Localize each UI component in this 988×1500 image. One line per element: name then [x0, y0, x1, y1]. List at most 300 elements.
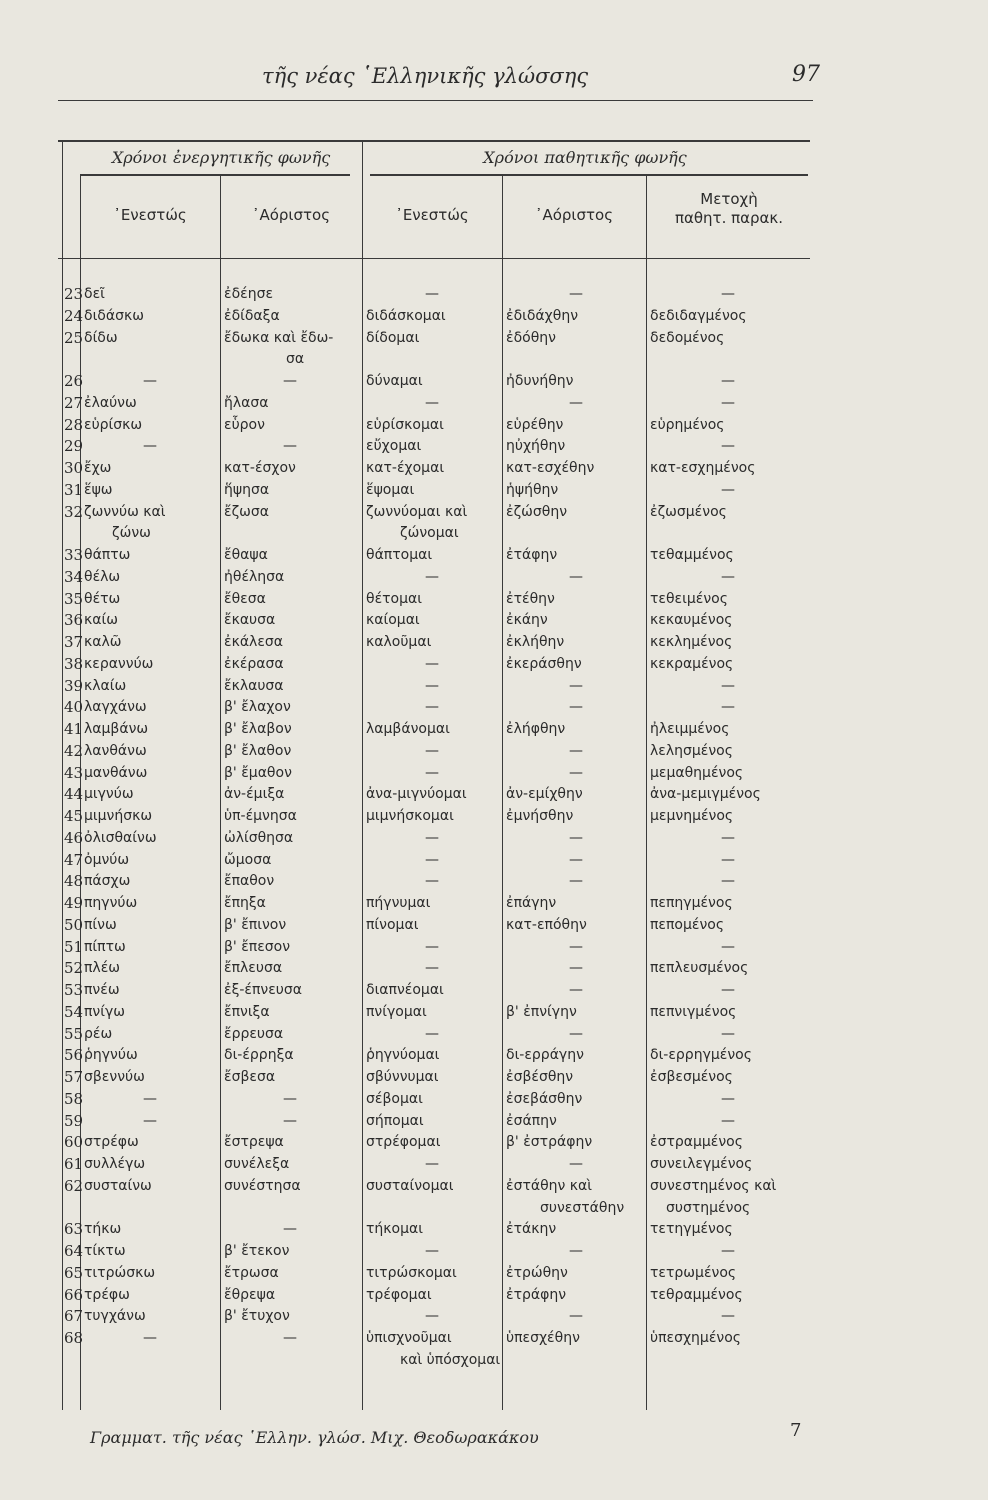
table-cell-pa: δι-ερράγην [506, 1047, 584, 1064]
table-cell-aa: — [283, 373, 297, 389]
column-line-active-aorist [220, 176, 221, 1410]
table-cell-aa: — [283, 438, 297, 455]
table-cell-pp: — [425, 938, 439, 955]
table-cell-pa: — [569, 677, 583, 694]
table-cell-aa: β' ἔτυχον [224, 1308, 290, 1325]
table-cell-pt: κατ-εσχημένος [650, 460, 756, 476]
table-cell-aa: κατ-έσχον [224, 460, 296, 476]
page-number: 97 [792, 62, 820, 87]
table-cell-ap: ἐλαύνω [84, 394, 137, 411]
table-cell-pt: — [721, 568, 735, 585]
table-cell-pt: τεθαμμένος [650, 547, 734, 563]
table-cell-ap: τρέφω [84, 1286, 130, 1303]
row-number: 57 [64, 1068, 84, 1086]
table-cell-ap: λαμβάνω [84, 721, 149, 737]
passive-voice-heading: Χρόνοι παθητικῆς φωνῆς [483, 148, 687, 167]
row-number: 31 [64, 480, 84, 499]
table-cell-ap: στρέφω [84, 1134, 139, 1151]
table-cell-pt: — [721, 286, 735, 302]
row-number: 32 [64, 502, 84, 521]
table-cell-aa: ἐξ-έπνευσα [224, 982, 303, 998]
table-cell-ap: σβεννύω [84, 1069, 145, 1085]
row-number: 47 [64, 850, 84, 869]
table-cell-ap: πνίγω [84, 1003, 125, 1020]
row-number: 67 [64, 1307, 84, 1326]
table-cell-pt: λελησμένος [650, 742, 733, 759]
table-cell-ap: ῥηγνύω [84, 1047, 138, 1064]
table-cell-ap: τίκτω [84, 1243, 126, 1259]
table-cell-pp: — [425, 677, 439, 694]
table-cell-aa: ἔθεσα [224, 590, 266, 607]
table-cell-ap: καίω [84, 612, 118, 629]
row-number: 45 [64, 807, 84, 825]
table-cell-pt: — [721, 851, 735, 868]
table-cell-pp: καίομαι [366, 612, 420, 629]
table-cell-pa: — [569, 699, 583, 716]
table-cell-ap: θέλω [84, 568, 121, 585]
table-cell-pt: — [721, 982, 735, 998]
table-cell-pa: — [569, 851, 583, 868]
table-cell-pp: δίδομαι [366, 329, 420, 346]
row-number: 49 [64, 894, 84, 912]
table-cell-pp: — [425, 1156, 439, 1172]
row-number: 26 [64, 372, 84, 390]
table-cell-pp: καλοῦμαι [366, 634, 432, 650]
row-number: 41 [64, 720, 84, 738]
table-cell-aa: β' ἔλαβον [224, 721, 292, 737]
table-cell-pa: ηὐχήθην [506, 438, 566, 455]
table-cell-pa: — [569, 1308, 583, 1325]
table-cell-pa: — [569, 938, 583, 955]
table-cell-pa: κατ-εσχέθην [506, 460, 595, 476]
table-cell-aa: συνέλεξα [224, 1156, 290, 1172]
table-cell-aa: δι-έρρηξα [224, 1047, 294, 1064]
table-cell-ap: πλέω [84, 960, 121, 977]
table-cell-pp: συσταίνομαι [366, 1177, 454, 1194]
table-cell-pp: διαπνέομαι [366, 982, 444, 998]
table-cell-pp: — [425, 1025, 439, 1042]
table-cell-pt: — [721, 1025, 735, 1042]
running-header: τῆς νέας ῾Ελληνικῆς γλώσσης [262, 64, 589, 88]
table-cell-pa: ἐκεράσθην [506, 655, 582, 672]
table-cell-pt: — [721, 1112, 735, 1129]
table-cell-ap: πίνω [84, 916, 117, 933]
table-cell-pa: — [569, 1243, 583, 1259]
table-cell-ap: μιγνύω [84, 786, 134, 803]
row-number: 44 [64, 785, 84, 804]
table-cell-pt: συνειλεγμένος [650, 1156, 753, 1172]
row-number: 33 [64, 546, 84, 564]
table-cell-pa: ἐσάπην [506, 1112, 557, 1129]
table-cell-pp: πνίγομαι [366, 1003, 427, 1020]
table-cell-pt: τεθραμμένος [650, 1286, 743, 1303]
table-cell-pa: ἐκλήθην [506, 634, 565, 650]
table-cell-pp: σήπομαι [366, 1112, 424, 1129]
active-present-header: ᾿Ενεστώς [113, 206, 187, 224]
table-cell-ap: λαγχάνω [84, 699, 147, 716]
table-cell-pt: κεκαυμένος [650, 612, 733, 629]
table-cell-ap: μανθάνω [84, 764, 148, 781]
row-number: 60 [64, 1133, 84, 1152]
table-cell-aa: ἔσβεσα [224, 1069, 276, 1085]
row-number: 28 [64, 415, 84, 434]
table-cell-ap: πνέω [84, 982, 120, 998]
table-cell-pt: — [721, 677, 735, 694]
table-cell-pa: — [569, 1156, 583, 1172]
table-cell-pa: ἡψήθην [506, 481, 559, 498]
row-number: 50 [64, 915, 84, 934]
table-cell-pa: ἐτέθην [506, 590, 555, 607]
table-cell-pa: ἐτράφην [506, 1286, 567, 1303]
table-cell-ap: κλαίω [84, 677, 127, 694]
table-cell-pp: — [425, 851, 439, 868]
table-cell-pt: τεθειμένος [650, 590, 728, 607]
table-cell-continuation: καὶ ὑπόσχομαι [400, 1351, 501, 1368]
table-cell-pt: κεκλημένος [650, 634, 733, 650]
table-cell-pp: — [425, 699, 439, 716]
table-cell-aa: ἔζωσα [224, 503, 270, 520]
table-cell-ap: — [143, 1330, 157, 1346]
table-cell-pt: ἀνα-μεμιγμένος [650, 786, 761, 803]
table-cell-pt: εὑρημένος [650, 416, 725, 433]
table-cell-pa: ἐδόθην [506, 329, 556, 346]
table-cell-pp: ζωννύομαι καὶ [366, 503, 468, 520]
table-cell-pt: — [721, 699, 735, 716]
table-cell-pp: τήκομαι [366, 1221, 423, 1238]
table-cell-pt: — [721, 438, 735, 455]
table-cell-ap: πηγνύω [84, 895, 138, 911]
table-cell-pa: — [569, 286, 583, 302]
table-cell-aa: ἔθρεψα [224, 1286, 276, 1303]
table-cell-ap: ζωννύω καὶ [84, 503, 166, 520]
table-cell-pp: — [425, 1308, 439, 1325]
table-cell-pp: στρέφομαι [366, 1134, 441, 1151]
table-cell-pp: πίνομαι [366, 916, 419, 933]
table-cell-ap: συσταίνω [84, 1177, 152, 1194]
table-cell-aa: ἔπνιξα [224, 1003, 270, 1020]
table-cell-pt: πεπομένος [650, 916, 725, 933]
table-cell-continuation: ζώνω [112, 525, 151, 542]
table-cell-pp: ὑπισχνοῦμαι [366, 1330, 452, 1346]
table-cell-pt: τετηγμένος [650, 1221, 733, 1238]
table-cell-continuation: ζώνομαι [400, 525, 459, 542]
table-cell-ap: ὀλισθαίνω [84, 829, 157, 846]
table-cell-pt: — [721, 1090, 735, 1107]
table-cell-pa: ἐσβέσθην [506, 1069, 574, 1085]
table-cell-pp: σέβομαι [366, 1090, 423, 1107]
column-line-participle [646, 176, 647, 1410]
table-cell-pp: κατ-έχομαι [366, 460, 445, 476]
table-cell-pp: μιμνήσκομαι [366, 808, 454, 824]
row-number: 42 [64, 741, 84, 760]
table-cell-aa: — [283, 1090, 297, 1107]
table-cell-aa: ἠθέλησα [224, 568, 285, 585]
table-cell-pt: — [721, 373, 735, 389]
table-cell-pt: — [721, 1308, 735, 1325]
table-cell-aa: ἔκαυσα [224, 612, 276, 629]
table-cell-pt: ὑπεσχημένος [650, 1330, 742, 1346]
table-cell-ap: ἕψω [84, 481, 113, 498]
table-cell-aa: — [283, 1330, 297, 1346]
table-cell-aa: — [283, 1221, 297, 1238]
table-cell-aa: β' ἔπινον [224, 916, 287, 933]
table-cell-pp: — [425, 960, 439, 977]
table-cell-pt: μεμνημένος [650, 808, 734, 824]
table-cell-pa: — [569, 1025, 583, 1042]
row-number: 48 [64, 872, 84, 891]
row-number: 23 [64, 285, 84, 303]
table-cell-ap: λανθάνω [84, 742, 147, 759]
passive-present-header: ᾿Ενεστώς [395, 206, 469, 224]
table-cell-aa: ἐδέησε [224, 286, 274, 302]
table-cell-pt: τετρωμένος [650, 1264, 737, 1281]
row-number: 29 [64, 437, 84, 456]
table-cell-ap: κεραννύω [84, 655, 154, 672]
table-cell-aa: ἐδίδαξα [224, 307, 280, 324]
table-cell-pp: πήγνυμαι [366, 895, 431, 911]
row-number: 52 [64, 959, 84, 978]
table-cell-pt: δεδιδαγμένος [650, 307, 747, 324]
row-number: 34 [64, 567, 84, 586]
table-cell-pp: — [425, 873, 439, 890]
table-cell-pp: σβύννυμαι [366, 1069, 439, 1085]
table-cell-ap: — [143, 1112, 157, 1129]
passive-aorist-header: ᾿Αόριστος [534, 206, 614, 224]
row-number: 43 [64, 763, 84, 782]
table-cell-pa: ἐδιδάχθην [506, 307, 579, 324]
table-cell-ap: τιτρώσκω [84, 1264, 156, 1281]
table-cell-pp: — [425, 286, 439, 302]
row-number: 54 [64, 1002, 84, 1021]
table-cell-ap: ρέω [84, 1025, 113, 1042]
table-cell-pa: εὑρέθην [506, 416, 564, 433]
table-cell-aa: β' ἔλαθον [224, 742, 292, 759]
table-cell-ap: δεῖ [84, 286, 105, 302]
row-number: 46 [64, 828, 84, 847]
table-cell-pa: — [569, 873, 583, 890]
table-cell-aa: ἐκέρασα [224, 655, 284, 672]
table-left-border [62, 140, 63, 1410]
table-cell-pa: ὑπεσχέθην [506, 1330, 580, 1346]
table-cell-pa: β' ἐπνίγην [506, 1003, 577, 1020]
table-cell-ap: καλῶ [84, 634, 122, 650]
table-cell-ap: συλλέγω [84, 1156, 146, 1172]
table-cell-ap: — [143, 1090, 157, 1107]
table-cell-ap: εὑρίσκω [84, 416, 143, 433]
table-cell-continuation: συνεστάθην [540, 1199, 625, 1216]
table-cell-pt: — [721, 873, 735, 890]
table-cell-aa: ἔπαθον [224, 873, 275, 890]
table-cell-pp: — [425, 742, 439, 759]
table-cell-pp: δύναμαι [366, 373, 423, 389]
row-number: 56 [64, 1046, 84, 1065]
row-number: 27 [64, 393, 84, 412]
table-cell-pt: — [721, 938, 735, 955]
table-cell-pa: ἐσεβάσθην [506, 1090, 583, 1107]
table-cell-ap: μιμνήσκω [84, 808, 153, 824]
table-cell-aa: β' ἔλαχον [224, 699, 291, 716]
table-cell-aa: ἔδωκα καὶ ἔδω- [224, 329, 334, 346]
table-cell-pa: — [569, 829, 583, 846]
table-cell-pp: θέτομαι [366, 590, 422, 607]
table-cell-pt: κεκραμένος [650, 655, 734, 672]
table-cell-ap: πίπτω [84, 938, 126, 955]
row-number: 35 [64, 589, 84, 608]
table-cell-pp: εὑρίσκομαι [366, 416, 444, 433]
row-number: 66 [64, 1285, 84, 1304]
table-cell-aa: ἤλασα [224, 394, 269, 411]
table-cell-pp: θάπτομαι [366, 547, 433, 563]
table-cell-aa: ἀν-έμιξα [224, 786, 285, 803]
table-cell-pt: πεπνιγμένος [650, 1003, 737, 1020]
table-cell-pt: συνεστημένος καὶ [650, 1177, 777, 1194]
table-cell-ap: ὀμνύω [84, 851, 130, 868]
table-cell-pa: β' ἐστράφην [506, 1134, 593, 1151]
table-cell-ap: διδάσκω [84, 307, 144, 324]
table-cell-pa: — [569, 568, 583, 585]
row-number: 53 [64, 981, 84, 999]
table-cell-pt: — [721, 481, 735, 498]
table-cell-ap: πάσχω [84, 873, 131, 890]
table-cell-pa: — [569, 960, 583, 977]
row-number: 36 [64, 611, 84, 630]
row-number: 65 [64, 1263, 84, 1282]
row-number: 51 [64, 937, 84, 956]
participle-header-line1: Μετοχὴ [700, 190, 758, 208]
row-number: 62 [64, 1176, 84, 1195]
row-number: 40 [64, 698, 84, 717]
table-cell-pt: — [721, 394, 735, 411]
active-aorist-header: ᾿Αόριστος [251, 206, 331, 224]
table-cell-aa: ἥψησα [224, 481, 270, 498]
table-cell-pa: ἐπάγην [506, 895, 557, 911]
header-bottom-rule [58, 258, 810, 259]
table-cell-pt: ἐσβεσμένος [650, 1069, 733, 1085]
table-cell-pt: δεδομένος [650, 329, 725, 346]
row-number: 30 [64, 459, 84, 477]
row-number: 55 [64, 1024, 84, 1043]
table-cell-aa: β' ἔμαθον [224, 764, 292, 781]
table-cell-aa: ἔκλαυσα [224, 677, 284, 694]
table-cell-ap: τήκω [84, 1221, 122, 1238]
table-cell-ap: ἔχω [84, 460, 112, 476]
table-cell-pa: — [569, 764, 583, 781]
table-cell-pp: — [425, 764, 439, 781]
table-cell-pt: δι-ερρηγμένος [650, 1047, 752, 1064]
table-cell-pa: ἐζώσθην [506, 503, 568, 520]
group-underline-active [80, 174, 350, 176]
table-cell-pa: — [569, 982, 583, 998]
table-cell-aa: — [283, 1112, 297, 1129]
table-cell-pt: — [721, 829, 735, 846]
table-cell-pa: κατ-επόθην [506, 916, 587, 933]
table-cell-pa: ἀν-εμίχθην [506, 786, 583, 803]
table-cell-pp: — [425, 655, 439, 672]
table-cell-ap: θάπτω [84, 547, 131, 563]
table-cell-pa: ἐστάθην καὶ [506, 1177, 593, 1194]
header-rule [58, 100, 813, 101]
table-top-rule [58, 140, 810, 142]
column-line-passive-aorist [502, 176, 503, 1410]
table-cell-pp: — [425, 568, 439, 585]
row-number: 24 [64, 306, 84, 325]
table-cell-pp: — [425, 829, 439, 846]
table-cell-pt: ἐζωσμένος [650, 503, 727, 520]
row-number: 38 [64, 654, 84, 673]
table-cell-pp: ἕψομαι [366, 481, 415, 498]
table-cell-aa: β' ἔτεκον [224, 1243, 290, 1259]
table-cell-aa: ἐκάλεσα [224, 634, 284, 650]
table-cell-pp: διδάσκομαι [366, 307, 446, 324]
row-number: 59 [64, 1111, 84, 1130]
table-cell-pp: λαμβάνομαι [366, 721, 450, 737]
table-cell-aa: ἔπλευσα [224, 960, 283, 977]
participle-header-line2: παθητ. παρακ. [674, 209, 784, 227]
row-number: 25 [64, 328, 84, 347]
active-voice-heading: Χρόνοι ἐνεργητικῆς φωνῆς [111, 148, 331, 167]
table-cell-continuation: σα [286, 351, 305, 368]
table-cell-pp: — [425, 1243, 439, 1259]
table-cell-pa: — [569, 742, 583, 759]
table-cell-pp: ἀνα-μιγνύομαι [366, 786, 467, 803]
table-cell-pa: ἠδυνήθην [506, 373, 574, 389]
table-cell-aa: εὗρον [224, 416, 265, 433]
table-cell-pt: — [721, 1243, 735, 1259]
table-cell-aa: ὑπ-έμνησα [224, 808, 297, 824]
row-number: 37 [64, 633, 84, 651]
table-cell-pp: ῥηγνύομαι [366, 1047, 440, 1064]
table-cell-aa: ἔθαψα [224, 547, 268, 563]
group-underline-passive [370, 174, 808, 176]
table-cell-pt: μεμαθημένος [650, 764, 744, 781]
table-cell-ap: δίδω [84, 329, 118, 346]
table-cell-pp: τιτρώσκομαι [366, 1264, 457, 1281]
table-cell-ap: — [143, 438, 157, 455]
row-number: 64 [64, 1242, 84, 1260]
table-cell-aa: ὠλίσθησα [224, 829, 294, 846]
table-cell-ap: — [143, 373, 157, 389]
table-cell-aa: ὤμοσα [224, 851, 272, 868]
table-cell-pt: ἠλειμμένος [650, 721, 730, 737]
table-cell-pa: ἐλήφθην [506, 721, 566, 737]
table-cell-aa: ἔπηξα [224, 895, 266, 911]
row-number: 58 [64, 1089, 84, 1108]
table-cell-ap: τυγχάνω [84, 1308, 146, 1325]
table-cell-aa: β' ἔπεσον [224, 938, 291, 955]
participle-header [646, 190, 812, 228]
table-cell-pa: ἐτάφην [506, 547, 558, 563]
table-cell-pa: ἐμνήσθην [506, 808, 574, 824]
signature-mark: 7 [790, 1420, 802, 1441]
table-cell-pp: — [425, 394, 439, 411]
table-cell-pp: εὔχομαι [366, 438, 422, 455]
table-cell-pa: — [569, 394, 583, 411]
table-cell-pa: ἐτρώθην [506, 1264, 568, 1281]
table-cell-aa: συνέστησα [224, 1177, 301, 1194]
table-cell-aa: ἔστρεψα [224, 1134, 284, 1151]
table-cell-pa: ἐτάκην [506, 1221, 557, 1238]
table-cell-continuation: συστημένος [666, 1199, 751, 1216]
table-cell-pt: πεπηγμένος [650, 895, 733, 911]
footer-credit: Γραμματ. τῆς νέας ῾Ελλην. γλώσ. Μιχ. Θεοδωρακάκου [90, 1428, 539, 1447]
table-cell-pt: πεπλευσμένος [650, 960, 749, 977]
row-number: 61 [64, 1155, 84, 1173]
table-cell-pt: ἐστραμμένος [650, 1134, 743, 1151]
row-number: 63 [64, 1220, 84, 1239]
row-number: 68 [64, 1329, 84, 1347]
table-cell-pa: ἐκάην [506, 612, 548, 629]
table-cell-ap: θέτω [84, 590, 121, 607]
